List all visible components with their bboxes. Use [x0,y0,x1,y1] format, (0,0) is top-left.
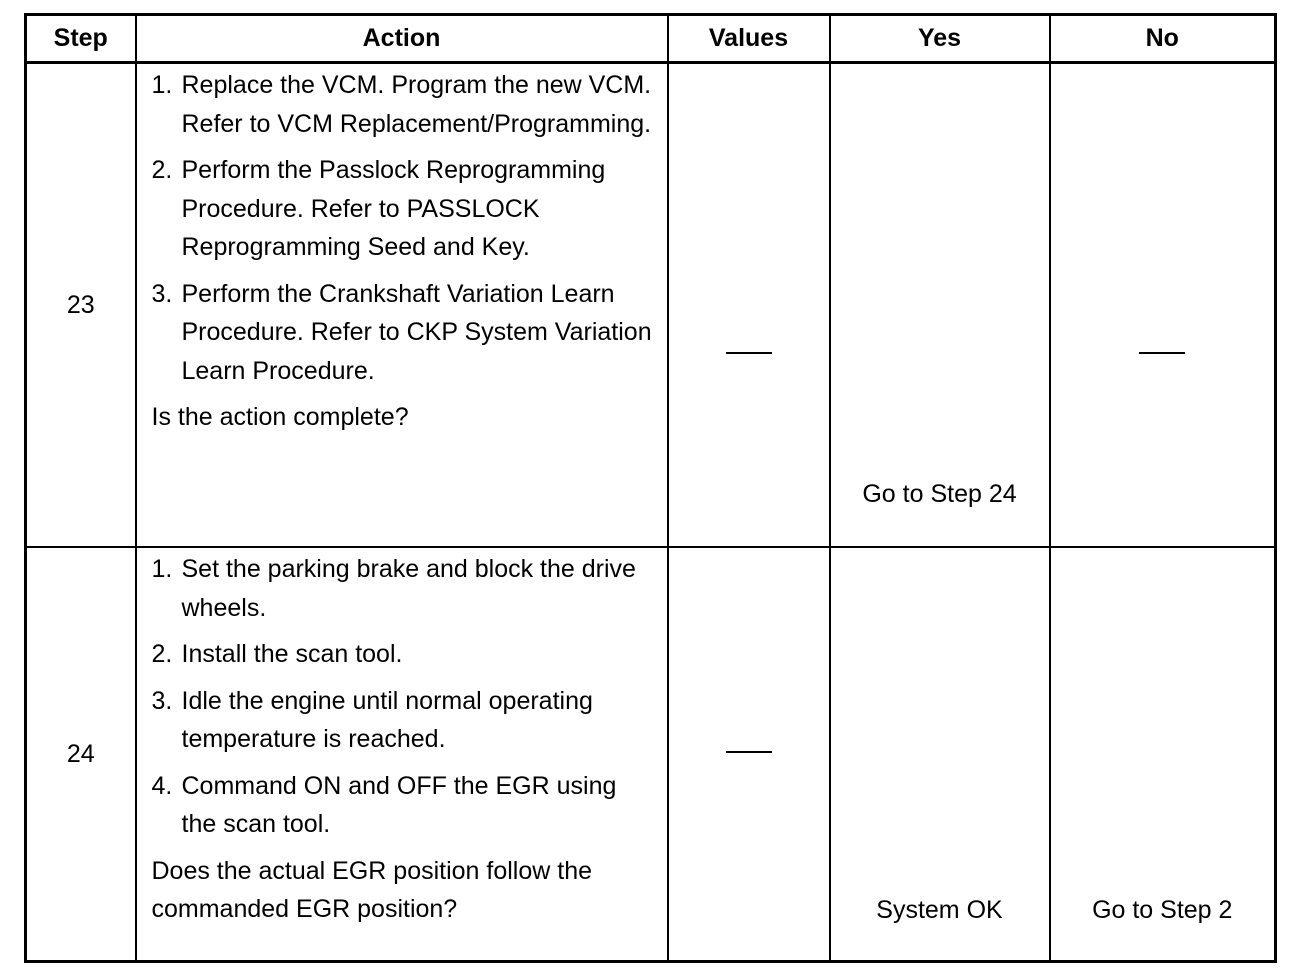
action-item-text: Command ON and OFF the EGR using the scan tool. [181,771,617,838]
action-item-number: 4. [151,771,173,800]
header-no: No [1050,15,1276,63]
action-question: Does the actual EGR position follow the commanded EGR position? [151,856,593,923]
action-list [152,66,655,390]
action-item [152,635,655,674]
action-item-text: Idle the engine until normal operating temperature is reached. [181,686,593,753]
action-item-text: Perform the Passlock Reprogramming Procedure. Refer to PASSLOCK Reprogramming Seed and Key. [181,156,606,261]
header-action: Action [136,15,668,63]
yes-result: System OK [876,896,1003,924]
action-item-number: 1. [151,555,173,583]
action-item-text: Replace the VCM. Program the new VCM. Refer to VCM Replacement/Programming. [181,71,652,138]
yes-cell [830,63,1050,548]
diagnostic-table [24,13,1277,963]
header-yes: Yes [830,15,1050,63]
action-list [152,550,655,844]
no-cell [1050,63,1276,548]
action-cell [136,547,668,962]
yes-cell [830,547,1050,962]
values-cell [668,547,830,962]
values-dash [726,751,772,753]
action-cell [136,63,668,548]
header-row [26,15,1276,63]
step-number: 24 [26,547,136,962]
no-result: Go to Step 2 [1092,896,1233,924]
table-row [26,547,1276,962]
action-item [152,66,655,143]
step-number: 23 [26,63,136,548]
action-item-text: Perform the Crankshaft Variation Learn Procedure. Refer to CKP System Variation Learn Procedure. [181,279,652,385]
no-dash [1139,352,1185,354]
action-question: Is the action complete? [151,403,409,431]
action-item-text: Install the scan tool. [181,640,403,668]
action-item [152,767,655,844]
no-cell [1050,547,1276,962]
header-values: Values [668,15,830,63]
table-row [26,63,1276,548]
action-item-text: Set the parking brake and block the drive wheels. [181,555,636,622]
values-cell [668,63,830,548]
action-item [152,151,655,267]
action-item [152,682,655,759]
action-item [152,550,655,627]
yes-result: Go to Step 24 [862,480,1017,508]
action-item-number: 2. [151,156,173,184]
values-dash [726,352,772,354]
action-item-number: 3. [151,279,173,308]
action-item-number: 3. [151,686,173,715]
action-item-number: 2. [151,640,173,668]
action-item [152,275,655,391]
header-step: Step [26,15,136,63]
action-item-number: 1. [151,71,173,99]
